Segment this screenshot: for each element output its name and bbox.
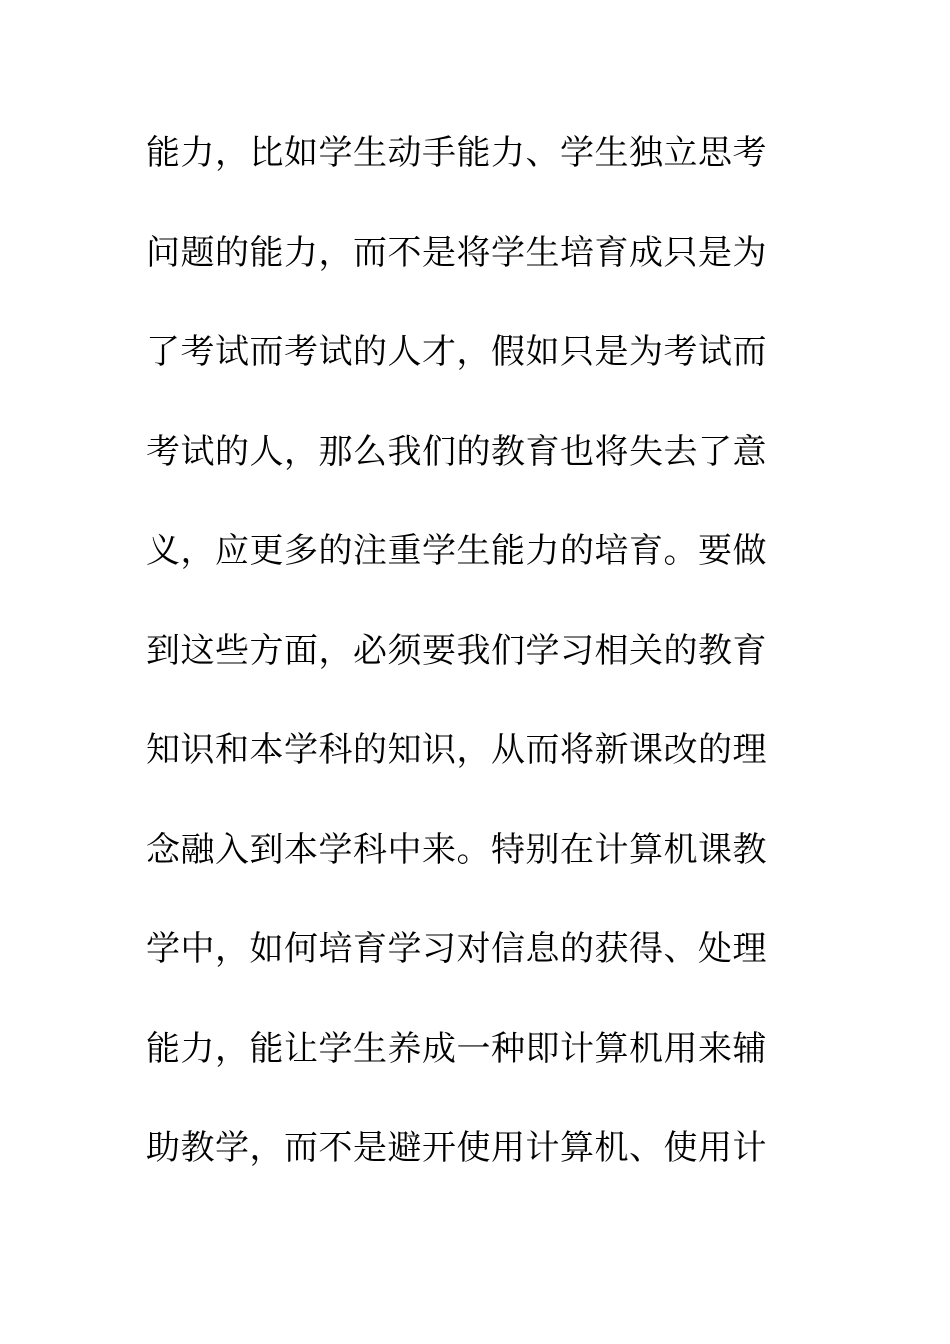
text-line-10: 能力，能让学生养成一种即计算机用来辅 — [146, 1028, 767, 1069]
text-line-1: 能力，比如学生动手能力、学生独立思考 — [146, 133, 767, 173]
text-line-4: 考试的人，那么我们的教育也将失去了意 — [146, 431, 767, 472]
text-line-3: 了考试而考试的人才，假如只是为考试而 — [146, 332, 767, 372]
text-line-8: 念融入到本学科中来。特别在计算机课教 — [146, 829, 767, 870]
text-line-2: 问题的能力，而不是将学生培育成只是为 — [146, 232, 767, 273]
text-line-9: 学中，如何培育学习对信息的获得、处理 — [146, 929, 767, 969]
body-paragraph — [146, 120, 806, 1215]
text-line-6: 到这些方面，必须要我们学习相关的教育 — [146, 630, 767, 671]
text-line-5: 义，应更多的注重学生能力的培育。要做 — [146, 531, 767, 571]
text-line-11: 助教学，而不是避开使用计算机、使用计 — [146, 1128, 767, 1168]
text-line-7: 知识和本学科的知识，从而将新课改的理 — [146, 730, 767, 770]
